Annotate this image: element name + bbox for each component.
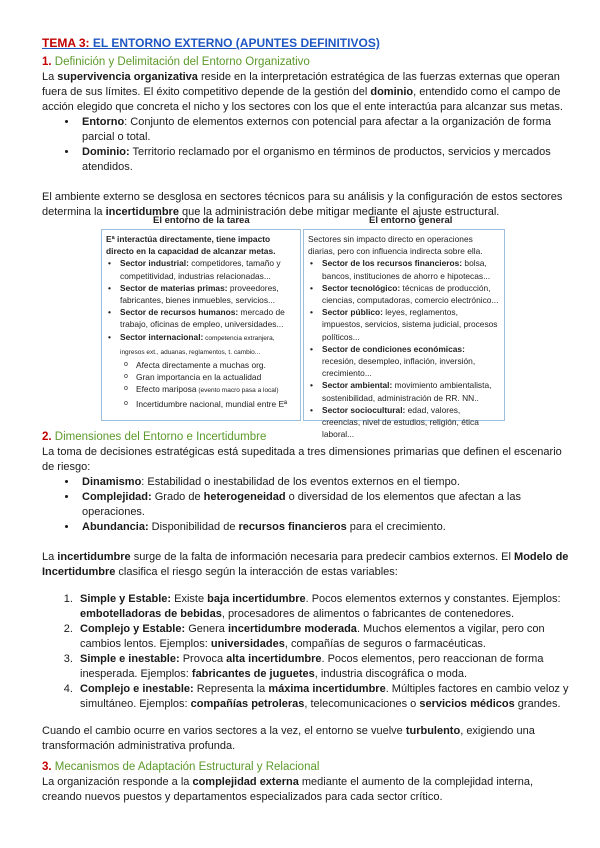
list-item: • Sector de los recursos financieros: bolsa, bancos, instituciones de ahorro e hipotecas... [318,257,500,281]
list-item: • Sector industrial: competidores, tamaño y competitividad, industrias relacionadas... [116,257,296,281]
section-1-heading: 1. Definición y Delimitación del Entorno Organizativo [42,56,310,68]
general-environment-header: El entorno general [369,215,453,226]
sub-item: o Efecto mariposa (evento macro pasa a local) [132,383,296,397]
section-3-heading: 3. Mecanismos de Adaptación Estructural y Relacional [42,761,320,773]
list-item: • Sector público: leyes, reglamentos, impuestos, servicios, sistema judicial, procesos políticos... [318,306,500,343]
task-environment-header: El entorno de la tarea [153,215,250,226]
list-item: 2. Complejo y Estable: Genera incertidumbre moderada. Muchos elementos a vigilar, pero con cambios lentos. Ejemplos: universidades, compañías de seguros o farmacéuticas. [76,622,570,652]
dimension-list [42,475,570,535]
general-environment-box: Sectores sin impacto directo en operaciones diarias, pero con influencia indirecta sobre ella. • Sector de los recursos financieros: bolsa, bancos, instituciones de ahorro e hipotecas... • Sector tecnológico: técnicas de producción, ciencias, computadoras, comercio electrónico... • Sector público: leyes, reglamentos, impuestos, servicios, sistema judicial, procesos políticos... • Sector de condiciones económicas: recesión, desempleo, inflación, inversión, crecimiento... • Sector ambiental: movimiento ambientalista, sostenibilidad, administración de RR. NN.. • Sector sociocultural: edad, valores, creencias, nivel de estudios, religión, ética laboral... [303,229,505,421]
section-2-heading: 2. Dimensiones del Entorno e Incertidumbre [42,431,267,443]
section-2 [42,430,570,754]
sub-item: o Incertidumbre nacional, mundial entre Eª [132,398,296,410]
list-item: • Sector de recursos humanos: mercado de trabajo, oficinas de empleo, universidades... [116,306,296,330]
list-item: • Sector ambiental: movimiento ambientalista, sostenibilidad, administración de RR. NN.. [318,379,500,403]
paragraph: La supervivencia organizativa reside en la interpretación estratégica de las fuerzas externas que operan fuera de sus límites. El éxito competitivo depende de la gestión del dominio, entendido como el campo de acción elegido que concreta el nicho y los sectores con los que el ente interactúa para alcanzar sus metas. [42,71,563,113]
list-item: • Sector de materias primas: proveedores, fabricantes, bienes inmuebles, servicios... [116,282,296,306]
paragraph: La incertidumbre surge de la falta de información necesaria para predecir cambios externos. El Modelo de Incertidumbre clasifica el riesgo según la interacción de estas variables: [42,551,569,578]
paragraph: La organización responde a la complejidad externa mediante el aumento de la complejidad interna, creando nuevos puestos y departamentos especializados para cada sector crítico. [42,776,534,803]
list-item: • Sector internacional: competencia extranjera, ingresos ext., aduanas, reglamentos, t. cambio... [116,331,296,359]
sub-item: o Afecta directamente a muchas org. [132,359,296,371]
paragraph: El ambiente externo se desglosa en sectores técnicos para su análisis y la configuración de estos sectores determina la incertidumbre que la administración debe mitigar mediante el ajuste estructural. [42,191,563,218]
section-3 [42,760,570,805]
paragraph: La toma de decisiones estratégicas está supeditada a tres dimensiones primarias que definen el escenario de riesgo: [42,446,562,473]
list-item: 3. Simple e inestable: Provoca alta incertidumbre. Pocos elementos, pero reaccionan de forma inesperada. Ejemplos: fabricantes de juguetes, industria discográfica o moda. [76,652,570,682]
sub-item: o Gran importancia en la actualidad [132,371,296,383]
list-item: 4. Complejo e inestable: Representa la máxima incertidumbre. Múltiples factores en cambio veloz y simultáneo. Ejemplos: compañías petroleras, telecomunicaciones o servicios médicos grandes. [76,682,570,712]
page-title: TEMA 3: EL ENTORNO EXTERNO (APUNTES DEFINITIVOS) [42,36,380,50]
list-item: • Complejidad: Grado de heterogeneidad o diversidad de los elementos que afectan a las operaciones. [78,490,570,520]
list-item: • Abundancia: Disponibilidad de recursos financieros para el crecimiento. [78,520,570,535]
list-item: • Dinamismo: Estabilidad o inestabilidad de los eventos externos en el tiempo. [78,475,570,490]
list-item: 1. Simple y Estable: Existe baja incertidumbre. Pocos elementos externos y constantes. Ejemplos: embotelladoras de bebidas, procesadores de alimentos o fabricantes de contenedores. [76,592,570,622]
definition-list [42,115,570,175]
uncertainty-list [42,592,570,712]
task-environment-box: Eª interactúa directamente, tiene impacto directo en la capacidad de alcanzar metas. • Sector industrial: competidores, tamaño y competitividad, industrias relacionadas... • Sector de materias primas: proveedores, fabricantes, bienes inmuebles, servicios... • Sector de recursos humanos: mercado de trabajo, oficinas de empleo, universidades... • Sector internacional: competencia extranjera, ingresos ext., aduanas, reglamentos, t. cambio... o Afecta directamente a muchas org. o Gran importancia en la actualidad o Efecto mariposa (evento macro pasa a local) o Incertidumbre nacional, mundial entre Eª [101,229,301,421]
list-item: • Sector tecnológico: técnicas de producción, ciencias, computadoras, comercio electrónico... [318,282,500,306]
list-item: • Dominio: Territorio reclamado por el organismo en términos de productos, servicios y mercados atendidos. [78,145,570,175]
list-item: • Sector sociocultural: edad, valores, creencias, nivel de estudios, religión, ética laboral... [318,404,500,441]
paragraph: Cuando el cambio ocurre en varios sectores a la vez, el entorno se vuelve turbulento, exigiendo una transformación administrativa profunda. [42,725,535,752]
list-item: • Sector de condiciones económicas: recesión, desempleo, inflación, inversión, crecimiento... [318,343,500,380]
section-1 [42,55,570,220]
list-item: • Entorno: Conjunto de elementos externos con potencial para afectar a la organización de forma parcial o total. [78,115,570,145]
